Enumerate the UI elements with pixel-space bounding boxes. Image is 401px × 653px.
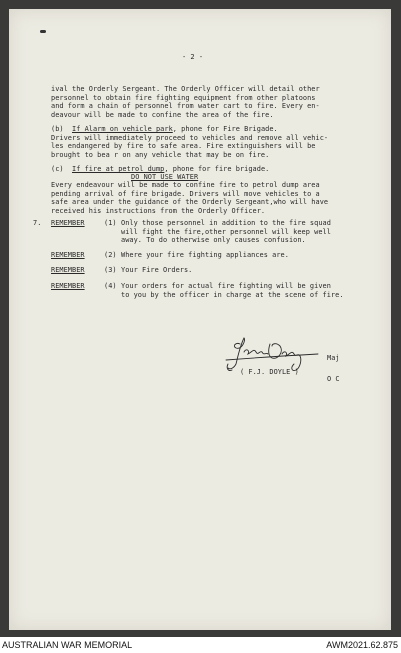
archive-name: AUSTRALIAN WAR MEMORIAL <box>2 640 133 650</box>
para-b-line: les endangered by fire to safe area. Fire extinguishers will be <box>51 142 316 151</box>
para-c-line: received his instructions from the Orderly Officer. <box>51 206 266 215</box>
section-number: 7. <box>33 219 42 227</box>
signatory-role: O C <box>327 375 340 383</box>
para-c-tail: , phone for fire brigade. <box>164 165 270 173</box>
para-c-line: safe area under the guidance of the Orderly Sergeant,who will have <box>51 198 329 207</box>
item-line: to you by the officer in charge at the scene of fire. <box>121 290 344 299</box>
para-b-label: (b) <box>51 125 64 133</box>
punch-mark <box>40 30 46 33</box>
para1-line: ival the Orderly Sergeant. The Orderly Officer will detail other <box>51 85 320 93</box>
remember-tag: REMEMBER <box>51 282 85 290</box>
remember-tag: REMEMBER <box>51 266 85 274</box>
para-b-line: Drivers will immediately proceed to vehicles and remove all vehic- <box>51 133 329 142</box>
para-b-tail: , phone for Fire Brigade. <box>172 125 278 133</box>
para-b-heading <box>51 125 278 134</box>
signatory-rank: Maj <box>327 354 340 362</box>
item-line: away. To do otherwise only causes confusion. <box>121 236 306 245</box>
para-b-line: brought to bea r on any vehicle that may be on fire. <box>51 150 270 159</box>
item-number: (3) <box>104 266 117 274</box>
signatory-name: ( F.J. DOYLE ) <box>240 368 299 376</box>
archive-footer <box>0 637 401 653</box>
para1-line: personnel to obtain fire fighting equipment from other platoons <box>51 93 316 102</box>
item-line: will fight the fire,other personnel will keep well <box>121 227 331 236</box>
para-c-line: pending arrival of fire brigade. Drivers will move vehicles to a <box>51 189 320 198</box>
page-number: - 2 - <box>182 53 204 61</box>
remember-tag: REMEMBER <box>51 219 85 227</box>
para-c-title: If fire at petrol dump <box>72 165 165 173</box>
para-c-line: Every endeavour will be made to confine fire to petrol dump area <box>51 181 320 189</box>
item-line: Only those personnel in addition to the fire squad <box>121 219 331 227</box>
accession-number: AWM2021.62.875 <box>326 640 398 650</box>
para-b-title: If Alarm on vehicle park <box>72 125 173 133</box>
item-line: Your orders for actual fire fighting will be given <box>121 282 331 290</box>
remember-tag: REMEMBER <box>51 251 85 259</box>
item-number: (2) <box>104 251 117 259</box>
item-line: Your Fire Orders. <box>121 266 193 274</box>
para1-line: and form a chain of personnel from water cart to fire. Every en- <box>51 102 320 111</box>
para-c-caution: DO NOT USE WATER <box>131 172 199 181</box>
item-number: (1) <box>104 219 117 227</box>
item-line: Where your fire fighting appliances are. <box>121 251 289 259</box>
para1-line: deavour will be made to confine the area of the fire. <box>51 110 274 119</box>
para-c-label: (c) <box>51 165 64 173</box>
item-number: (4) <box>104 282 117 290</box>
